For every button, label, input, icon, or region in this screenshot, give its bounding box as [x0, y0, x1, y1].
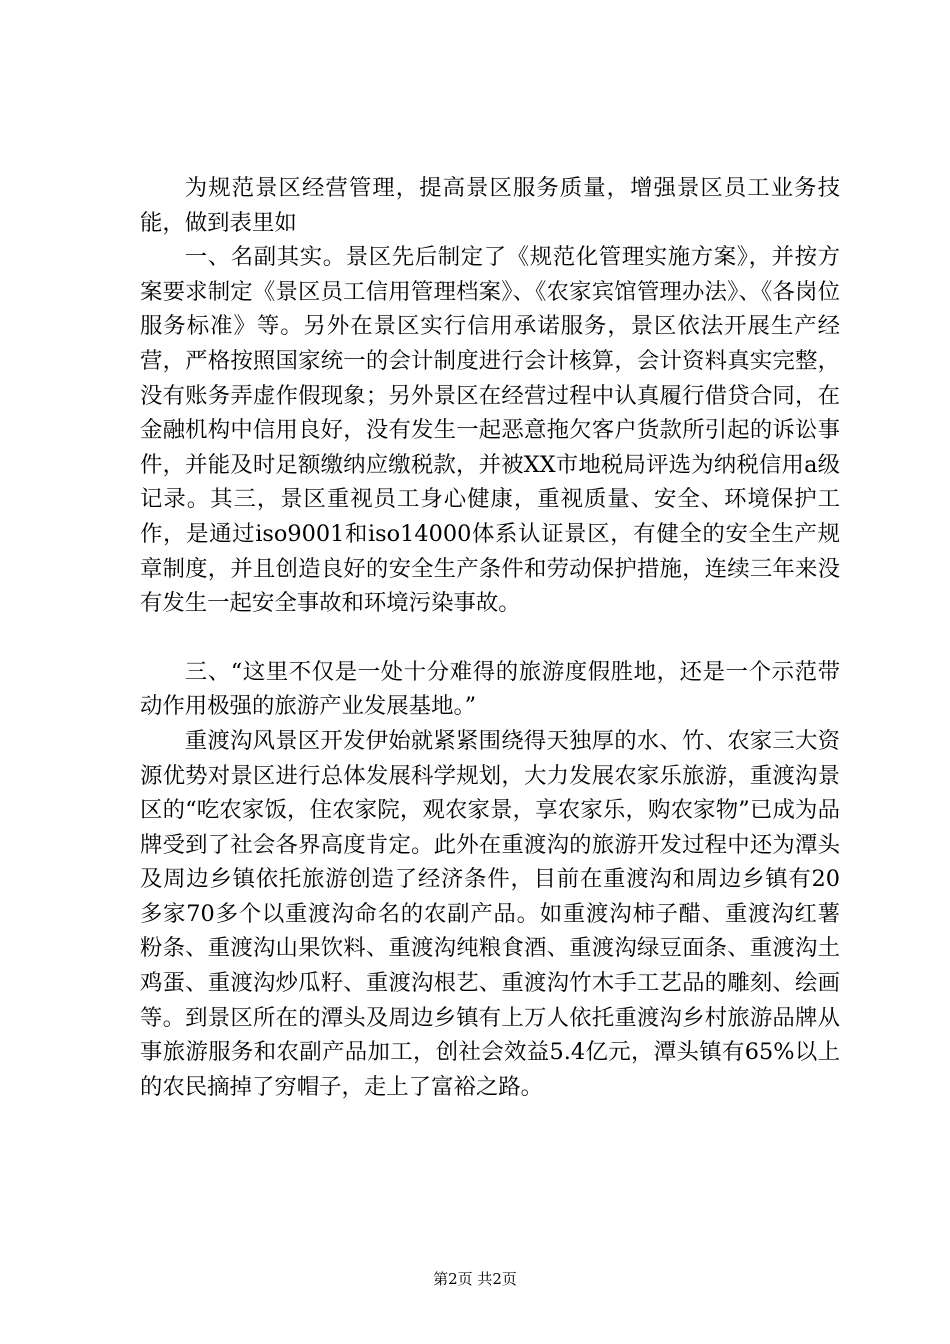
paragraph-development: 重渡沟风景区开发伊始就紧紧围绕得天独厚的水、竹、农家三大资源优势对景区进行总体发展科学规划，大力发展农家乐旅游，重渡沟景区的“吃农家饭，住农家院，观农家景，享农家乐，购农家物”已成为品牌受到了社会各界高度肯定。此外在重渡沟的旅游开发过程中还为潭头及周边乡镇依托旅游创造了经济条件，目前在重渡沟和周边乡镇有20多家70多个以重渡沟命名的农副产品。如重渡沟柿子醋、重渡沟红薯粉条、重渡沟山果饮料、重渡沟纯粮食酒、重渡沟绿豆面条、重渡沟土鸡蛋、重渡沟炒瓜籽、重渡沟根艺、重渡沟竹木手工艺品的雕刻、绘画等。到景区所在的潭头及周边乡镇有上万人依托重渡沟乡村旅游品牌从事旅游服务和农副产品加工，创社会效益5.4亿元，潭头镇有65%以上的农民摘掉了穷帽子，走上了富裕之路。	[140, 727, 840, 1100]
paragraph-spacer	[140, 621, 840, 655]
page-number-footer: 第2页 共2页	[433, 1270, 517, 1288]
paragraph-section-one: 一、名副其实。景区先后制定了《规范化管理实施方案》，并按方案要求制定《景区员工信用管理档案》、《农家宾馆管理办法》、《各岗位服务标准》等。另外在景区实行信用承诺服务，景区依法开展生产经营，严格按照国家统一的会计制度进行会计核算，会计资料真实完整，没有账务弄虚作假现象；另外景区在经营过程中认真履行借贷合同，在金融机构中信用良好，没有发生一起恶意拖欠客户货款所引起的诉讼事件，并能及时足额缴纳应缴税款，并被XX市地税局评选为纳税信用a级记录。其三，景区重视员工身心健康，重视质量、安全、环境保护工作，是通过iso9001和iso14000体系认证景区，有健全的安全生产规章制度，并且创造良好的安全生产条件和劳动保护措施，连续三年来没有发生一起安全事故和环境污染事故。	[140, 244, 840, 617]
paragraph-intro: 为规范景区经营管理，提高景区服务质量，增强景区员工业务技能，做到表里如	[140, 175, 840, 236]
paragraph-section-three: 三、“这里不仅是一处十分难得的旅游度假胜地，还是一个示范带动作用极强的旅游产业发展基地。”	[140, 658, 840, 720]
document-body	[140, 171, 840, 1104]
